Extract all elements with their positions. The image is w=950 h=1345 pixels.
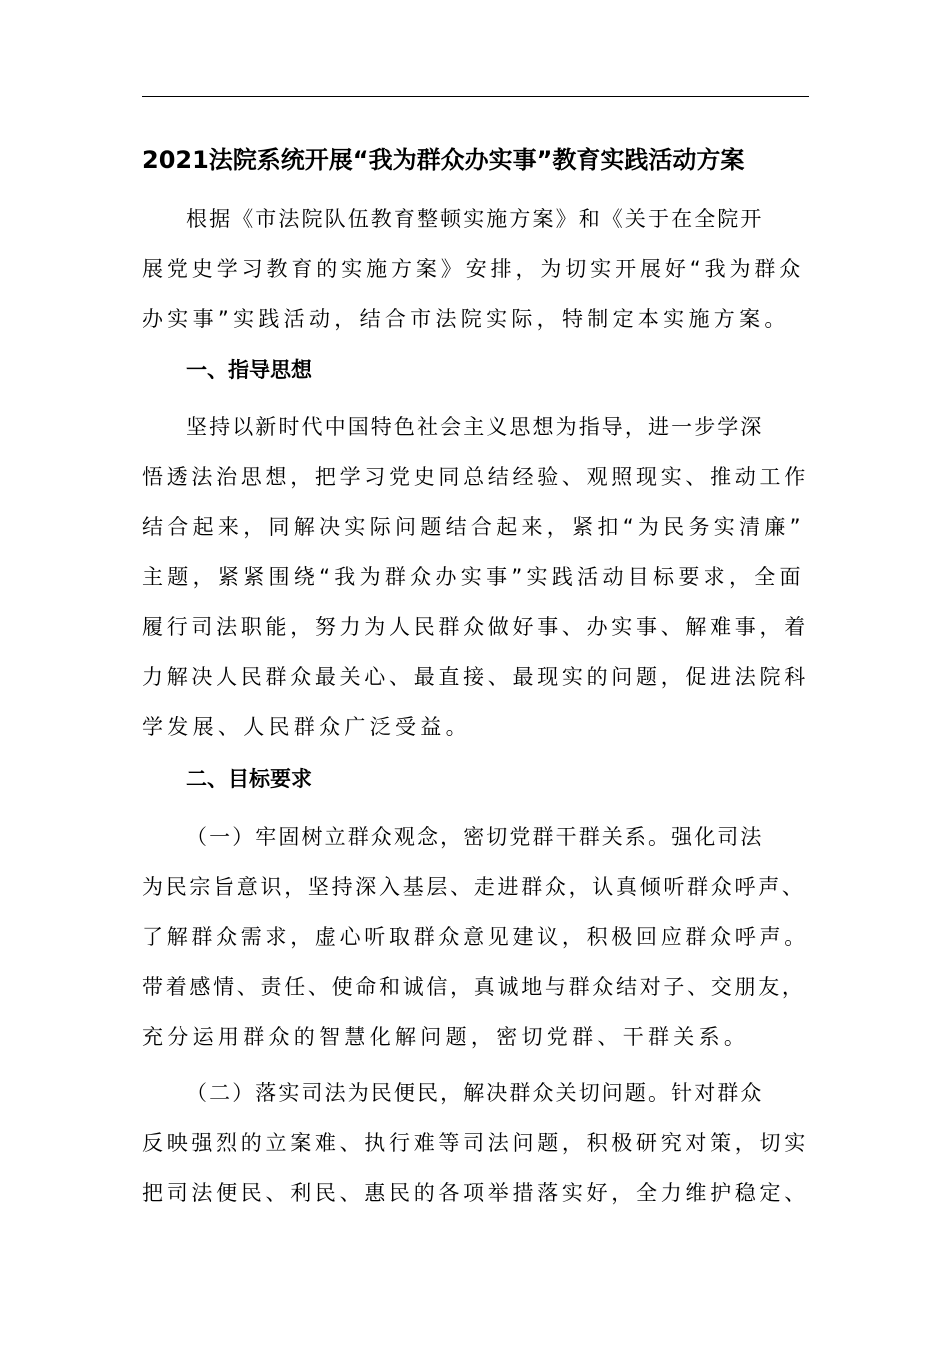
item1-line: 带着感情、责任、使命和诚信，真诚地与群众结对子、交朋友， [142,975,806,999]
item2-line: （二）落实司法为民便民，解决群众关切问题。针对群众 [186,1081,764,1105]
section-heading-guiding-ideology: 一、指导思想 [186,358,312,382]
section1-line: 力解决人民群众最关心、最直接、最现实的问题，促进法院科 [142,665,809,689]
section1-line: 结合起来，同解决实际问题结合起来，紧扣“为民务实清廉” [142,515,805,539]
item2-line: 把司法便民、利民、惠民的各项举措落实好，全力维护稳定、 [142,1181,809,1205]
intro-line: 根据《市法院队伍教育整顿实施方案》和《关于在全院开 [186,207,764,231]
section1-line: 学发展、人民群众广泛受益。 [142,715,471,739]
intro-paragraph [142,194,809,344]
document-title: 2021法院系统开展“我为群众办实事”教育实践活动方案 [142,146,745,174]
section1-line: 悟透法治思想，把学习党史同总结经验、观照现实、推动工作 [142,465,809,489]
item1-line: 充分运用群众的智慧化解问题，密切党群、干群关系。 [142,1025,750,1049]
item1-line: 为民宗旨意识，坚持深入基层、走进群众，认真倾听群众呼声、 [142,875,806,899]
section1-line: 主题，紧紧围绕“我为群众办实事”实践活动目标要求，全面 [142,565,805,589]
section2-item1-paragraph [142,812,809,1062]
section2-item2-paragraph [142,1068,809,1218]
intro-line: 办实事”实践活动，结合市法院实际，特制定本实施方案。 [142,307,790,331]
item1-line: （一）牢固树立群众观念，密切党群干群关系。强化司法 [186,825,764,849]
section1-line: 坚持以新时代中国特色社会主义思想为指导，进一步学深 [186,415,764,439]
section-heading-objectives: 二、目标要求 [186,767,312,791]
item2-line: 反映强烈的立案难、执行难等司法问题，积极研究对策，切实 [142,1131,809,1155]
section1-line: 履行司法职能，努力为人民群众做好事、办实事、解难事，着 [142,615,809,639]
header-rule [142,96,809,97]
intro-line: 展党史学习教育的实施方案》安排，为切实开展好“我为群众 [142,257,805,281]
section1-paragraph [142,402,809,752]
item1-line: 了解群众需求，虚心听取群众意见建议，积极回应群众呼声。 [142,925,809,949]
